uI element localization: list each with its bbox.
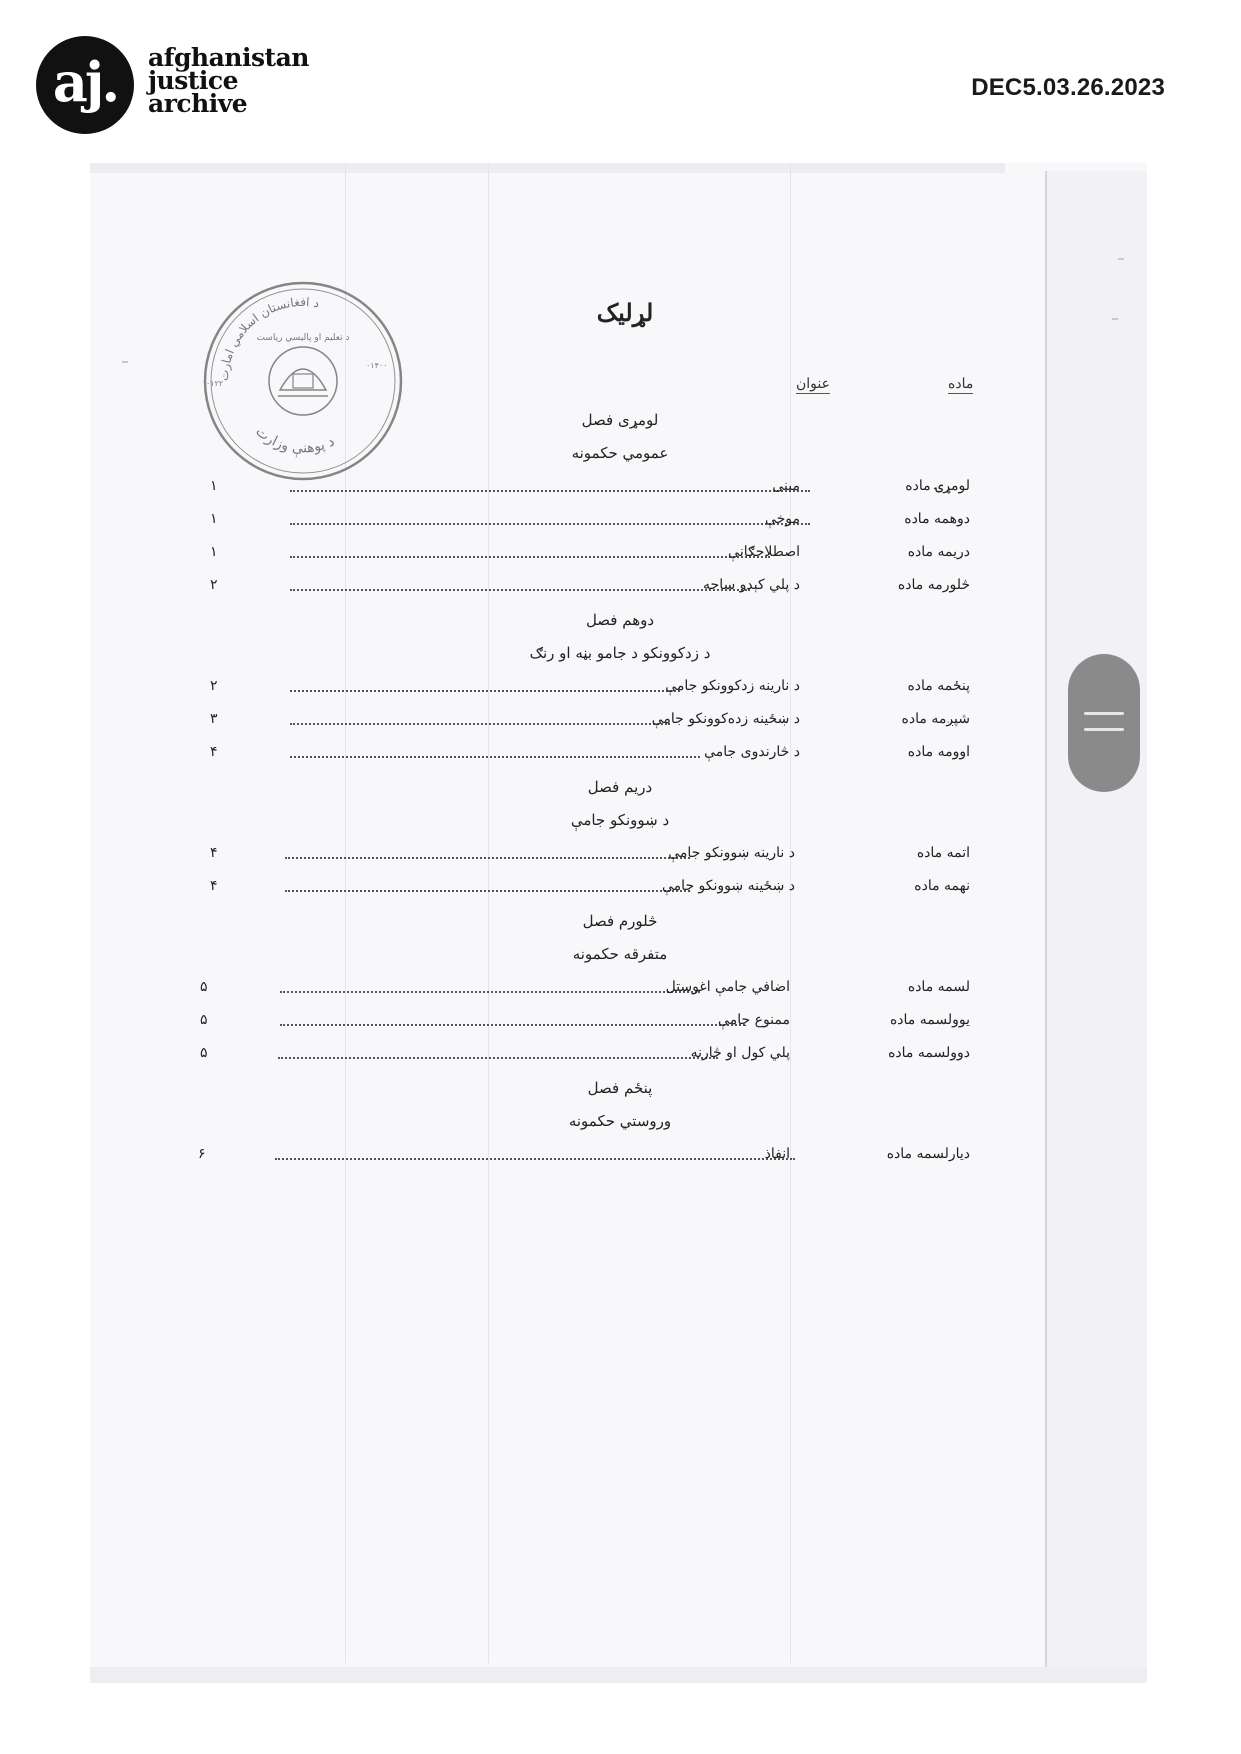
- entry-title: د نارینه ښوونکو جامې: [668, 845, 795, 861]
- seal-text-bottom: د پوهنې وزارت: [252, 423, 338, 457]
- chapter-subheading: د ښوونکو جامې: [570, 811, 670, 829]
- dot-leader: [278, 1057, 718, 1059]
- page-number: ۳: [210, 711, 218, 727]
- entry-title: پلي کول او څارنه: [690, 1045, 790, 1061]
- dot-leader: [290, 589, 750, 591]
- toc-row: [198, 1146, 990, 1170]
- seal-number-left: ۰۱۲۲: [206, 379, 224, 388]
- column-header-article: ماده: [948, 376, 974, 392]
- grip-line: [1084, 712, 1124, 715]
- entry-article: لسمه ماده: [907, 979, 970, 995]
- toc-row: [210, 511, 990, 535]
- logo-mark: aj.: [52, 50, 118, 114]
- entry-article: دوهمه ماده: [904, 511, 970, 527]
- toc-title: لړلیک: [596, 298, 654, 327]
- page-number: ۴: [210, 744, 218, 760]
- page-number: ۵: [200, 1012, 208, 1028]
- dot-leader: [285, 857, 690, 859]
- entry-title: د څارندوی جامې: [704, 744, 800, 760]
- dot-leader: [290, 690, 680, 692]
- chapter-heading: لومړی فصل: [581, 411, 659, 429]
- entry-title: مبنی: [772, 478, 800, 494]
- chapter-heading: دوهم فصل: [585, 611, 655, 629]
- scan-edge-top: [90, 163, 1005, 173]
- dot-leader: [290, 756, 700, 758]
- page-number: ۲: [210, 577, 218, 593]
- entry-article: شپږمه ماده: [901, 711, 970, 727]
- chapter-heading: دریم فصل: [587, 778, 653, 796]
- grip-line: [1084, 728, 1124, 731]
- entry-article: اتمه ماده: [916, 845, 970, 861]
- archive-logo: [36, 36, 134, 134]
- toc-row: [200, 1012, 990, 1036]
- entry-title: د ښځینه زده‌کوونکو جامې: [651, 711, 800, 727]
- scan-speck: [122, 361, 128, 363]
- dot-leader: [280, 1024, 745, 1026]
- entry-article: پنځمه ماده: [907, 678, 970, 694]
- page-number: ۱: [210, 478, 218, 494]
- chapter-subheading: د زدکوونکو د جامو بڼه او رنګ: [529, 644, 711, 662]
- scan-edge-bottom: [90, 1667, 1147, 1683]
- page-number: ۵: [200, 979, 208, 995]
- page-number: ۵: [200, 1045, 208, 1061]
- toc-row: [210, 478, 990, 502]
- brand-line: archive: [148, 89, 248, 118]
- column-header-title: عنوان: [796, 376, 830, 392]
- seal-text-middle: د تعلیم او پالیسي ریاست: [256, 333, 350, 343]
- seal-text-top: د افغانستان اسلامي امارت: [216, 294, 321, 382]
- chapter-subheading: وروستي حکمونه: [568, 1112, 672, 1130]
- toc-row: [210, 878, 990, 902]
- brand-name: [148, 43, 309, 118]
- entry-article: اوومه ماده: [907, 744, 970, 760]
- ministry-seal: [200, 278, 406, 484]
- page-number: ۶: [198, 1146, 206, 1162]
- entry-article: دیارلسمه ماده: [886, 1146, 970, 1162]
- entry-article: دوولسمه ماده: [888, 1045, 970, 1061]
- chapter-heading: پنځم فصل: [587, 1079, 653, 1097]
- entry-title: اصطلاحګانې: [728, 544, 800, 560]
- page-margin: [1047, 171, 1147, 1671]
- dot-leader: [275, 1158, 795, 1160]
- entry-title: ممنوع جامې: [718, 1012, 790, 1028]
- chapter-subheading: متفرقه حکمونه: [572, 945, 668, 963]
- entry-title: د نارینه زدکوونکو جامې: [665, 678, 800, 694]
- page-number: ۱: [210, 544, 218, 560]
- entry-title: انفاذ: [764, 1146, 790, 1162]
- dot-leader: [290, 723, 670, 725]
- entry-article: نهمه ماده: [914, 878, 970, 894]
- toc-row: [200, 1045, 990, 1069]
- entry-title: د پلي کېدو ساحه: [703, 577, 800, 593]
- page-number: ۴: [210, 845, 218, 861]
- toc-row: [210, 544, 990, 568]
- page-number: ۴: [210, 878, 218, 894]
- entry-article: څلورمه ماده: [897, 577, 970, 593]
- document-id: DEC5.03.26.2023: [971, 74, 1165, 101]
- chapter-heading: څلورم فصل: [582, 912, 658, 930]
- page-number: ۱: [210, 511, 218, 527]
- entry-article: دریمه ماده: [907, 544, 970, 560]
- entry-title: اضافي جامې اغوستل: [665, 979, 790, 995]
- toc-row: [210, 678, 990, 702]
- toc-row: [210, 577, 990, 601]
- svg-text:د پوهنې وزارت: [252, 424, 337, 459]
- chapter-subheading: عمومي حکمونه: [571, 444, 669, 462]
- scan-speck: [1118, 258, 1124, 260]
- toc-row: [210, 845, 990, 869]
- toc-row: [210, 744, 990, 768]
- toc-row: [200, 979, 990, 1003]
- seal-number-right: ۰۱۴۰۰: [366, 361, 388, 370]
- scroll-handle[interactable]: [1068, 654, 1140, 792]
- scan-speck: [1112, 318, 1118, 320]
- dot-leader: [290, 523, 810, 525]
- brand-line: justice: [148, 66, 238, 95]
- entry-article: یوولسمه ماده: [889, 1012, 970, 1028]
- entry-title: موخې: [764, 511, 800, 527]
- entry-title: د ښځینه ښوونکو جامې: [662, 878, 795, 894]
- dot-leader: [280, 991, 700, 993]
- dot-leader: [285, 890, 690, 892]
- dot-leader: [290, 490, 810, 492]
- toc-row: [210, 711, 990, 735]
- page-number: ۲: [210, 678, 218, 694]
- brand-line: afghanistan: [148, 43, 309, 72]
- dot-leader: [290, 556, 770, 558]
- entry-article: لومړۍ ماده: [905, 478, 970, 494]
